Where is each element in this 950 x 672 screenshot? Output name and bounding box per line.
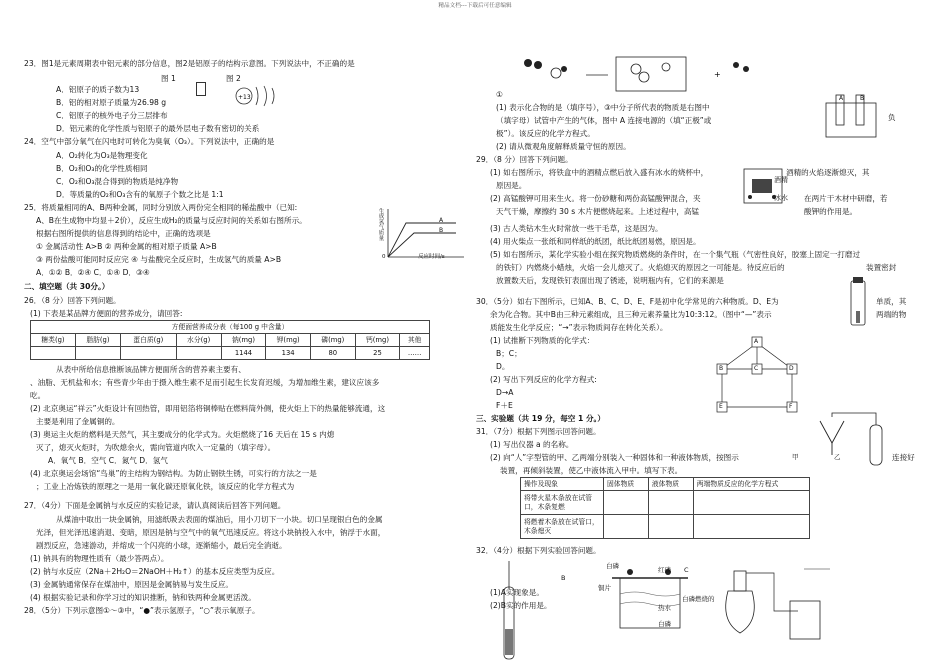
q31-line1: 31．（7分）根据下列图示回答问题。: [476, 427, 601, 436]
label-white-phosphorus: 白磷: [606, 562, 619, 570]
tube-yi-label: 乙: [834, 453, 841, 461]
test-tube-apparatus-a: [494, 559, 524, 669]
q29-line6: (3) 古人类钻木生火时常放一些干毛草，这是因为。: [490, 224, 663, 233]
exp-col-header: 两端物质反应的化学方程式: [693, 478, 809, 491]
label-white-phosphorus-2: 白磷: [658, 620, 671, 628]
q30-line1: 30．（5分）如右下图所示，已知A、B、C、D、E、F是初中化学常见的六种物质。D、E为: [476, 297, 779, 306]
q31-line3b: 连接好: [892, 453, 915, 462]
q30-line2b: 两端的物: [876, 310, 907, 319]
exp-col-header: 液体物质: [648, 478, 693, 491]
page-header: 精品文档---下载后可任意编辑: [438, 3, 512, 9]
q26-line9: 灭了，熄灭火炬时，为吹熄余火，需向管道内吹入一定量的（填字母）。: [36, 443, 276, 452]
q25-line5: ③ 两份盐酸可能同时反应完 ④ 与盐酸完全反应时，生成氢气的质量 A>B: [36, 255, 282, 264]
section2-heading: 二、填空题（共 30分。）: [24, 282, 110, 291]
nutrition-table-title: 方便面营养成分表（每100 g 中含量）: [31, 321, 430, 334]
nutrition-cell: [176, 347, 221, 360]
tube-jia-label: 甲: [792, 453, 799, 461]
exp-cell: [604, 515, 649, 539]
q30-line6: D。: [496, 362, 510, 371]
y-tube-apparatus: [806, 411, 890, 469]
q29-line5: 天气干燥，摩擦约 30 s 木片便燃烧起来。上述过程中，高锰: [496, 207, 700, 216]
section3-heading: 三、实验题（共 19 分，每空 1 分。）: [476, 414, 605, 423]
q29-line7: (4) 用火柴点一张纸和同样纸的纸团，纸比纸团易燃，原因是。: [490, 237, 701, 246]
exp-cell: [604, 491, 649, 515]
q23-option-c: C．铝原子的核外电子分三层排布: [56, 111, 168, 120]
nutrition-cell: 25: [355, 347, 400, 360]
node-c: C: [754, 365, 759, 372]
q24-option-a: A．O₂转化为O₃是物理变化: [56, 151, 148, 160]
q28-line4: 极”）。该反应的化学方程式。: [496, 129, 595, 138]
exp-cell: [648, 515, 693, 539]
q25-graph-ylabel: 生成氢气质量: [377, 208, 384, 241]
exp-col-header: 操作及现象: [521, 478, 604, 491]
nutrition-col-header: 磷(mg): [310, 334, 355, 347]
q30-line1b: 单质，其: [876, 297, 907, 306]
electrolysis-apparatus: [822, 93, 882, 141]
q28-item1: ①: [496, 90, 503, 99]
q26-line7: 主要是利用了金属铜的。: [36, 417, 120, 426]
nutrition-col-header: 糖类(g): [31, 334, 76, 347]
q30-line7: (2) 写出下列反应的化学方程式:: [490, 375, 597, 384]
q30-line2: 余为化合物。其中B由三种元素组成，且三种元素养量比为10:3:12。（图中“—”表示: [490, 310, 772, 319]
q23-option-a: A．铝原子的质子数为13: [56, 85, 140, 94]
nutrition-col-header: 蛋白质(g): [120, 334, 176, 347]
exp-cell: [648, 491, 693, 515]
q25-graph-xlabel: 反应时间/s: [418, 254, 445, 260]
q26-line8: (3) 奥运主火炬的燃料是天然气，其主要成分的化学式为。火炬燃烧了16 天后在 15 s 内熄: [30, 430, 335, 439]
q26-line4: 、油脂、无机盐和水；有些青少年由于摄入维生素不足而引起生长发育迟缓，为增加维生素，建议应该多: [30, 378, 380, 387]
q26-line6: (2) 北京奥运“祥云”火炬设计有回热管，即用铝箔将铜棒贴在燃料筒外侧，使火炬上下的热量能够流通，这: [30, 404, 386, 413]
nutrition-cell: [120, 347, 176, 360]
q24-option-c: C．O₂和O₃混合得到的物质是纯净物: [56, 177, 179, 186]
q24-stem: 24．空气中部分氧气在闪电时可转化为臭氧（O₃）。下列说法中，正确的是: [24, 137, 275, 146]
phosphorus-flask-apparatus: [714, 561, 844, 647]
exp-cell: [693, 491, 809, 515]
nutrition-col-header: 其他: [400, 334, 430, 347]
nutrition-col-header: 水分(g): [176, 334, 221, 347]
q29-line2b: 酒精的火焰逐渐熄灭，其: [786, 168, 870, 177]
exp-cell: [693, 515, 809, 539]
label-c: C: [684, 566, 689, 574]
q27-line1: 27．（4分）下面是金属钠与水反应的实验记录，请认真阅读后回答下列问题。: [24, 501, 286, 510]
exp-row-op: 将带火星木条放在试管口，木条复燃: [521, 491, 604, 515]
nutrition-cell: 134: [266, 347, 311, 360]
q24-option-b: B．O₂和O₃的化学性质相同: [56, 164, 148, 173]
nutrition-col-header: 钾(mg): [266, 334, 311, 347]
node-b: B: [719, 365, 724, 372]
q30-line9: F＋E: [496, 401, 513, 410]
svg-text:+13: +13: [238, 94, 251, 101]
node-f: F: [789, 403, 793, 410]
nutrition-cell: 1144: [221, 347, 266, 360]
q30-line8: D→A: [496, 388, 514, 397]
q28-line2: (1) 表示化合物的是（填序号），③中分子所代表的物质是右图中: [496, 103, 710, 112]
q27-line5: (1) 钠具有的物理性质有（最少答两点）。: [30, 554, 169, 563]
exp-row-op: 将燃着木条放在试管口，木条熄灭: [521, 515, 604, 539]
q25-line3: 根据右图所提供的信息得到的结论中，正确的选项是: [36, 229, 211, 238]
q29-line10: 放置数天后，发现铁钉表面出现了锈迹，说明瓶内有，它们的来源是: [496, 276, 724, 285]
label-b: B: [561, 574, 566, 582]
q27-line7: (3) 金属钠通常保存在煤油中，原因是金属钠易与发生反应。: [30, 580, 234, 589]
q29-line3: 原因是。: [496, 181, 527, 190]
q23-option-b: B．铝的相对原子质量为26.98 g: [56, 98, 167, 107]
q29-line1: 29．（8 分）回答下列问题。: [476, 155, 573, 164]
exp-col-header: 固体物质: [604, 478, 649, 491]
q28-line2b: 负: [888, 113, 896, 122]
q23-option-d: D．铝元素的化学性质与铝原子的最外层电子数有密切的关系: [56, 124, 260, 133]
q25-line2: A、B在生成物中均显＋2价），反应生成H₂的质量与反应时间的关系如右图所示。: [36, 216, 307, 225]
q29-line4b: 在两片干木材中研磨，若: [804, 194, 888, 203]
q23-stem: 23．图1是元素周期表中铝元素的部分信息，图2是铝原子的结构示意图。下列说法中，不正确的是: [24, 59, 355, 68]
q27-line6: (2) 钠与水反应（2Na＋2H₂O＝2NaOH＋H₂↑）的基本反应类型为反应。: [30, 567, 280, 576]
q29-line9: 的铁钉）内燃烧小蜡烛，火焰一会儿熄灭了。火焰熄灭的原因之一可能是。待反应后的: [496, 263, 785, 272]
q25-curve-a: A: [439, 217, 444, 224]
nutrition-col-header: 钠(mg): [221, 334, 266, 347]
q30-line4: (1) 试推断下列物质的化学式：: [490, 336, 595, 345]
q25-line6: A．①② B．②④ C．①④ D．③④: [36, 268, 150, 277]
gas-jar-with-candle: [848, 277, 868, 329]
label-white-phosphorus-burning: 白磷燃烧的: [682, 595, 715, 603]
q31-line3: (2) 向“人”字型管的甲、乙两端分别装入一种固体和一种液体物质，按图示: [490, 453, 739, 462]
q27-line2: 从煤油中取出一块金属钠，用滤纸吸去表面的煤油后，用小刀切下一小块。切口呈现银白色的金属: [56, 515, 383, 524]
q27-line4: 剧烈反应，急速游动，并熔成一个闪亮的小球，逐渐缩小，最后完全消逝。: [36, 541, 287, 550]
q31-experiment-table: [520, 477, 810, 539]
aluminum-atom-structure-icon: [234, 83, 294, 109]
node-a: A: [754, 338, 759, 345]
electrolysis-label-b: B: [860, 95, 865, 102]
q32-line2: (1)A实现象是。: [490, 588, 544, 597]
nutrition-cell: ……: [400, 347, 430, 360]
q31-line4: 装置，再倾斜装置，使乙中液体流入甲中。填写下表。: [500, 466, 683, 475]
q27-line8: (4) 根据实验记录和你学习过的知识推断，钠和铁两种金属更活泼。: [30, 593, 256, 602]
q30-line3: 质能发生化学反应；“→”表示物质间存在转化关系）。: [490, 323, 668, 332]
q24-option-d: D．等质量的O₂和O₃含有的氧原子个数之比是 1:1: [56, 190, 224, 199]
svg-text:+: +: [714, 70, 721, 79]
q25-line4: ① 金属活动性 A>B ② 两种金属的相对原子质量 A>B: [36, 242, 217, 251]
q29-line2: (1) 如右图所示，将铁盒中的酒精点燃后放入盛有冰水的烧杯中，: [490, 168, 709, 177]
q32-line1: 32．（4分）根据下列实验回答问题。: [476, 546, 601, 555]
molecule-diagrams: [516, 55, 756, 95]
q25-curve-b: B: [439, 227, 444, 234]
electrolysis-label-a: A: [839, 95, 844, 102]
q23-fig1-label: 图 1: [161, 74, 176, 83]
q26-line5: 吃。: [30, 391, 46, 400]
q27-line3: 光泽，但光泽迅速消退、变暗，原因是钠与空气中的氧气迅速反应。将这小块钠投入水中，钠浮于水面，: [36, 528, 386, 537]
element-cell-icon: [196, 82, 206, 96]
q29-line5b: 酸钾的作用是。: [804, 207, 858, 216]
node-e: E: [719, 403, 723, 410]
label-red-phosphorus: 红磷: [658, 566, 671, 574]
q26-line11: ；工业上冶炼铁的原理之一是用一氧化碳还原氧化铁，该反应的化学方程式为: [36, 482, 295, 491]
nutrition-cell: [31, 347, 76, 360]
nutrition-cell: 80: [310, 347, 355, 360]
q26-options: A．氧气 B．空气 C．氮气 D．氢气: [48, 456, 168, 465]
q28-line3: （填字母）试管中产生的气体，图中 A 连接电源的（填“正极”或: [496, 116, 712, 125]
q25-graph-origin: 0: [382, 254, 386, 260]
q26-line10: (4) 北京奥运会场馆“鸟巢”的主结构为钢结构。为防止钢铁生锈，可实行的方法之一是: [30, 469, 317, 478]
q23-fig2-label: 图 2: [226, 74, 241, 83]
tag-alcohol: 酒精: [774, 176, 788, 184]
tag-ice-water: 冰水: [774, 194, 788, 202]
q25-line1: 25．将质量相同的A、B两种金属，同时分别放入两份完全相同的稀盐酸中（已知:: [24, 203, 298, 212]
q26-line2: (1) 下表是某品牌方便面的营养成分，请回答:: [30, 309, 183, 318]
node-d: D: [789, 365, 794, 372]
q29-line8: (5) 如右图所示，某化学实验小组在探究物质燃烧的条件时，在一个集气瓶（气密性良好，胶塞上固定一打磨过: [490, 250, 861, 259]
nutrition-table: [30, 320, 430, 360]
q26-line3: 从表中所给信息推断该品牌方便面所含的营养素主要有、: [56, 365, 246, 374]
nutrition-col-header: 脂肪(g): [75, 334, 120, 347]
q28-line5: (2) 请从微观角度解释质量守恒的原因。: [496, 142, 631, 151]
q29-line4: (2) 高锰酸钾可用来生火。将一份砂糖和两份高锰酸钾混合，夹: [490, 194, 701, 203]
q32-line3: (2)B实的作用是。: [490, 601, 552, 610]
nutrition-col-header: 钙(mg): [355, 334, 400, 347]
nutrition-cell: [75, 347, 120, 360]
label-hot-water: 热水: [658, 604, 671, 612]
q31-line2: (1) 写出仪器 a 的名称。: [490, 440, 574, 449]
label-copper-sheet: 铜片: [598, 584, 611, 592]
q26-line1: 26．（8 分）回答下列问题。: [24, 296, 121, 305]
q29-line9b: 装置密封: [866, 263, 897, 272]
q28-stem: 28．（5分）下列示意图①～③中，“●”表示氢原子，“○”表示氧原子。: [24, 606, 260, 615]
q30-line5: B；C；: [496, 349, 522, 358]
